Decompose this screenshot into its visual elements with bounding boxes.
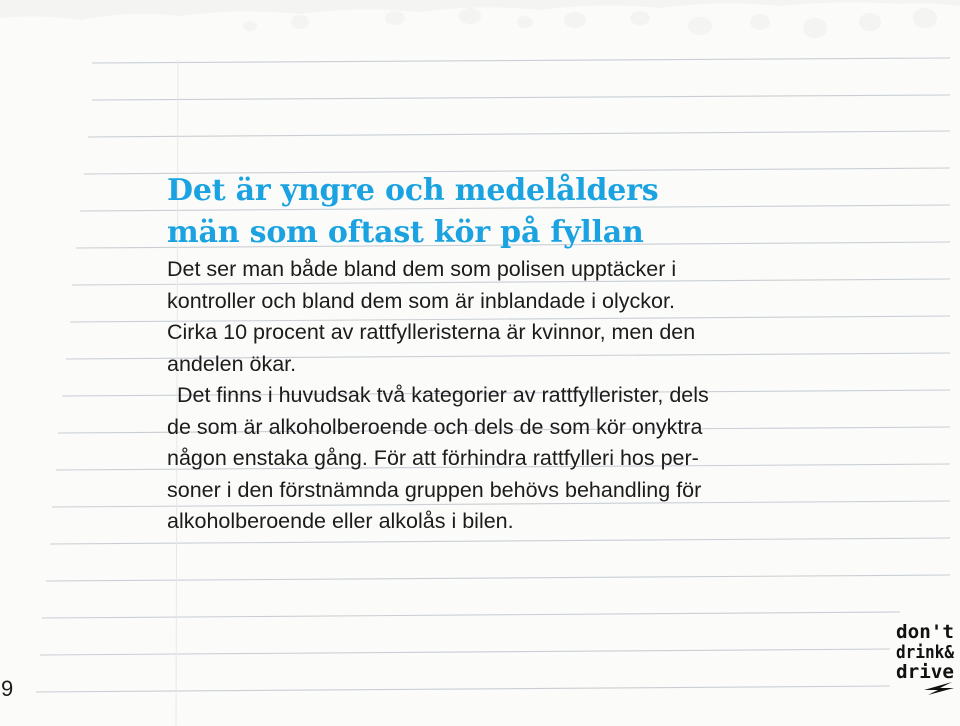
text-line: andelen ökar. <box>167 351 297 376</box>
paragraph-2 <box>167 380 827 538</box>
text-line: Cirka 10 procent av rattfylleristerna är kvinnor, men den <box>167 320 696 344</box>
page-number: 9 <box>1 676 14 701</box>
headline-line: Det är yngre och medelålders <box>167 173 659 208</box>
text-line: Det finns i huvudsak två kategorier av rattfyllerister, dels <box>177 383 709 407</box>
article <box>167 170 827 538</box>
text-line: de som är alkoholberoende och dels de som kör onyktra <box>167 414 703 439</box>
text-line: någon enstaka gång. För att förhindra rattfylleri hos per- <box>167 446 699 470</box>
text-line: kontroller och bland dem som är inblandade i olyckor. <box>167 288 675 313</box>
logo-swoosh <box>924 682 954 695</box>
dont-drink-drive-logo <box>894 618 956 696</box>
paragraph-1 <box>167 254 827 380</box>
headline <box>167 170 827 254</box>
text-line: alkoholberoende eller alkolås i bilen. <box>167 509 514 533</box>
text-line: Det ser man både bland dem som polisen upptäcker i <box>167 257 677 281</box>
headline-line: män som oftast kör på fyllan <box>167 215 644 250</box>
logo-line-1: don't <box>896 621 954 643</box>
logo-line-2: drink& <box>896 642 955 663</box>
text-line: soner i den förstnämnda gruppen behövs behandling för <box>167 477 702 502</box>
logo-line-3: drive <box>896 661 954 683</box>
